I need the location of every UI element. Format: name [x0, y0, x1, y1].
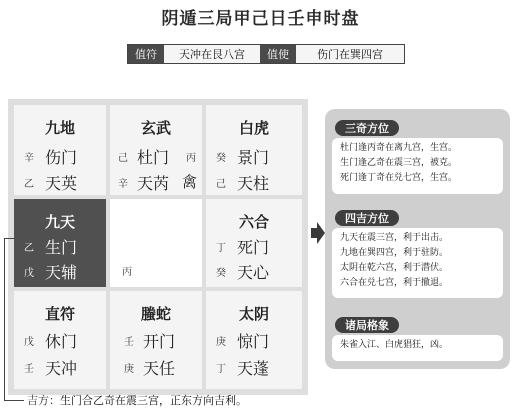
sanqi-line-3: 死门逢丁奇在兑七宫，生宫。	[340, 173, 458, 183]
palace-se-star: 天蓬	[237, 359, 270, 378]
palace-sw-stem2: 壬	[24, 364, 34, 375]
sanqi-line-2: 生门逢乙奇在震三宫，被克。	[340, 158, 458, 168]
zhifu-value: 天冲在艮八宫	[164, 45, 260, 63]
analysis-panel	[325, 109, 510, 369]
palace-center-tag: 丙	[122, 267, 132, 278]
geju-header: 诸局格象	[335, 317, 399, 333]
siji-line-4: 六合在兑七宫，利于撤退。	[340, 278, 449, 288]
palace-nw-star: 天英	[45, 174, 78, 193]
palace-se-name: 太阴	[238, 305, 269, 323]
palace-n-stem2: 辛	[118, 179, 128, 190]
palace-sw-name: 直符	[44, 305, 75, 323]
palace-n	[110, 105, 202, 195]
palace-e-stem1: 丁	[216, 243, 226, 254]
geju-box	[332, 335, 503, 361]
geju-line: 朱雀入江、白虎猖狂，凶。	[340, 340, 449, 350]
palace-s-stem1: 壬	[124, 337, 134, 348]
note-bracket-bottom	[4, 400, 24, 401]
palace-ne-name: 白虎	[238, 119, 269, 137]
zhishi-value: 伤门在巽四宫	[296, 45, 404, 63]
note-bracket-top	[4, 238, 14, 239]
palace-n-extra: 禽	[182, 173, 198, 191]
palace-se-stem2: 丁	[216, 364, 226, 375]
palace-sw	[14, 291, 106, 389]
palace-w-star: 天辅	[45, 263, 78, 282]
palace-e-star: 天心	[237, 263, 270, 282]
palace-n-stem1b: 丙	[186, 153, 196, 164]
palace-w-name: 九天	[44, 213, 75, 231]
palace-sw-stem1: 戊	[24, 337, 34, 348]
auspicious-direction-note	[27, 392, 247, 408]
palace-w-stem2: 戊	[24, 268, 34, 279]
palace-e	[206, 199, 302, 287]
siji-header: 四吉方位	[335, 210, 399, 226]
palace-grid	[8, 99, 308, 395]
palace-s	[110, 291, 202, 389]
palace-nw	[14, 105, 106, 195]
palace-ne-stem1: 癸	[216, 153, 226, 164]
palace-ne-door: 景门	[237, 148, 270, 167]
palace-se	[206, 291, 302, 389]
siji-line-3: 太阴在乾六宫，利于潜伏。	[340, 263, 449, 273]
auspicious-direction-label: 吉方：	[27, 394, 60, 407]
chart-title: 阴遁三局甲己日壬申时盘	[161, 9, 360, 29]
palace-se-stem1: 庚	[216, 337, 226, 348]
palace-center	[110, 199, 202, 287]
palace-nw-stem1: 辛	[24, 153, 34, 164]
palace-se-door: 惊门	[237, 332, 270, 351]
zhifu-label: 值符	[128, 45, 164, 63]
palace-n-star: 天芮	[137, 174, 170, 193]
right-arrow-icon	[311, 222, 325, 244]
palace-nw-stem2: 乙	[24, 179, 34, 190]
palace-n-door: 杜门	[137, 148, 170, 167]
palace-ne-stem2: 己	[216, 179, 226, 190]
siji-line-2: 九地在巽四宫，利于驻防。	[340, 248, 449, 258]
palace-sw-star: 天冲	[45, 359, 78, 378]
zhishi-label: 值使	[260, 45, 296, 63]
sanqi-line-1: 杜门逢丙奇在离九宫，生宫。	[340, 143, 458, 153]
palace-ne-star: 天柱	[237, 174, 270, 193]
palace-nw-name: 九地	[44, 119, 75, 137]
palace-n-stem1: 己	[118, 153, 128, 164]
palace-e-door: 死门	[237, 238, 270, 257]
palace-w	[14, 199, 106, 287]
palace-e-name: 六合	[238, 213, 269, 231]
auspicious-direction-text: 生门合乙奇在震三宫，正东方向吉利。	[60, 394, 247, 407]
palace-n-name: 玄武	[140, 119, 171, 137]
palace-ne	[206, 105, 302, 195]
palace-s-star: 天任	[143, 359, 176, 378]
palace-s-name: 螣蛇	[140, 305, 171, 323]
palace-nw-door: 伤门	[45, 148, 78, 167]
palace-e-stem2: 癸	[216, 268, 226, 279]
sanqi-box	[332, 138, 503, 194]
sanqi-header: 三奇方位	[335, 120, 399, 136]
palace-s-stem2: 庚	[124, 364, 134, 375]
palace-sw-door: 休门	[45, 332, 78, 351]
siji-box	[332, 228, 503, 298]
palace-w-stem1: 乙	[24, 243, 34, 254]
info-bar	[127, 44, 405, 64]
palace-w-door: 生门	[45, 238, 78, 257]
note-bracket-line	[4, 238, 5, 400]
palace-s-door: 开门	[143, 332, 176, 351]
siji-line-1: 九天在震三宫，利于出击。	[340, 233, 449, 243]
